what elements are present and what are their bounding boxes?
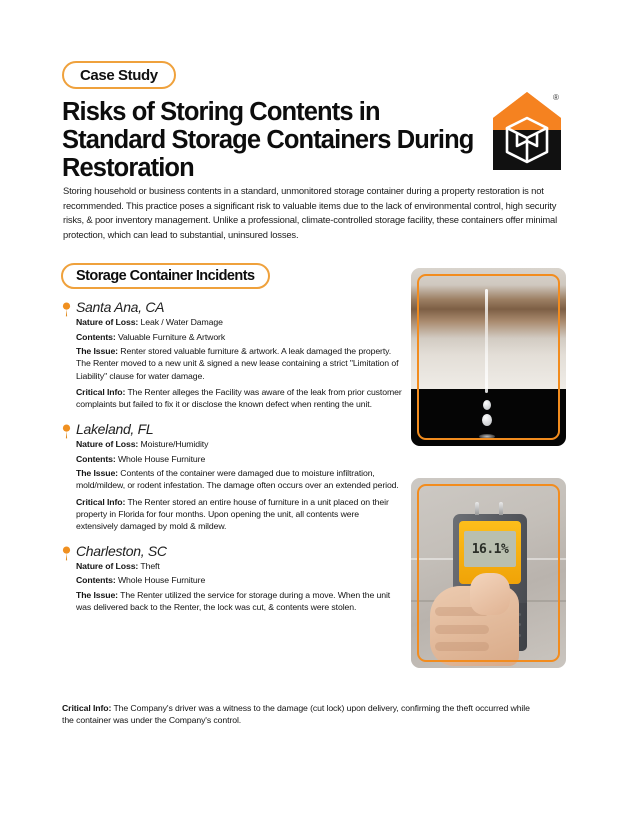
finger [435,642,489,651]
value-critical-info: The Company's driver was a witness to the damage (cut lock) upon delivery, confirming the theft occurred while the container was under the Company's control. [62,703,530,726]
incident-city: Santa Ana, CA [76,299,165,315]
value-the-issue: Contents of the container were damaged due to moisture infiltration, mold/mildew, or rodent infestation. The damage often occurs over an extended period. [76,467,399,491]
location-pin-icon [62,302,71,317]
incident-contents [76,331,402,343]
incident-the-issue [76,589,402,614]
thumb [470,573,510,615]
intro-paragraph: Storing household or business contents in a standard, unmonitored storage container during a property restoration is not recommended. This practice poses a significant risk to valuable items due to the lack of environmental control, high security risks, & poor inventory management. Unlike a professional, climate-controlled storage facility, these containers offer minimal protection, which can lead to substantial, uninsured losses. [63,185,558,240]
incident-item [62,300,402,411]
label-contents: Contents: [76,453,116,464]
photo-ceiling-water-leak [411,268,566,446]
label-contents: Contents: [76,575,116,586]
incident-the-issue [76,467,402,492]
section-header-storage-container-incidents [61,263,270,289]
meter-reading-value: 16.1% [471,541,509,557]
water-stream [485,289,488,392]
incident-nature-of-loss [76,316,402,328]
incident-header [62,544,402,559]
location-pin-icon [62,424,71,439]
value-critical-info: The Renter stored an entire house of furniture in a unit placed on their property in Florida for four months. Upon opening the unit, all contents were extensively damaged by mold & mildew. [76,496,389,532]
incident-critical-info [76,386,402,411]
value-the-issue: The Renter utilized the service for storage during a move. When the unit was delivered back to the Renter, the lock was cut, & contents were stolen. [76,589,391,613]
location-pin-icon [62,546,71,561]
incident-city: Lakeland, FL [76,420,154,437]
incident-details [76,316,402,410]
ceiling-surface [411,268,566,389]
incident-details [76,438,402,532]
incident-critical-info-wide [62,702,540,727]
incident-header [62,422,402,437]
incidents-list [62,300,402,624]
incident-item [62,544,402,614]
label-nature-of-loss: Nature of Loss: [76,317,139,328]
value-contents: Valuable Furniture & Artwork [115,331,226,342]
photo-moisture-meter [411,478,566,668]
case-study-badge [62,61,176,89]
label-critical-info: Critical Info: [76,496,126,507]
incident-nature-of-loss [76,560,402,572]
value-contents: Whole House Furniture [115,453,206,464]
label-critical-info: Critical Info: [76,387,126,398]
label-contents: Contents: [76,331,116,342]
value-nature-of-loss: Leak / Water Damage [138,317,223,328]
label-the-issue: The Issue: [76,467,118,478]
incident-critical-info [76,496,402,533]
finger [435,625,489,634]
home-box-logo-icon [487,90,567,172]
meter-lcd-display [464,531,516,567]
meter-probe-icon [499,502,503,515]
value-nature-of-loss: Moisture/Humidity [138,439,209,450]
value-critical-info: The Renter alleges the Facility was aware of the leak from prior customer complaints but failed to fix it or disclose the known defect when renting the unit. [76,387,402,410]
value-the-issue: Renter stored valuable furniture & artwork. A leak damaged the property. The Renter moved to a new unit & signed a new lease containing a strict "Limitation of Liability" clause for water damage. [76,346,399,381]
label-nature-of-loss: Nature of Loss: [76,560,139,571]
label-nature-of-loss: Nature of Loss: [76,439,139,450]
incident-city: Charleston, SC [76,542,167,559]
meter-probe-icon [475,502,479,515]
incident-contents [76,574,402,586]
incident-nature-of-loss [76,438,402,450]
case-study-badge-label: Case Study [80,66,158,84]
incident-item [62,422,402,533]
company-logo [487,90,577,172]
page-title: Risks of Storing Contents in Standard Storage Containers During Restoration [62,98,474,183]
water-droplet [482,414,492,426]
label-the-issue: The Issue: [76,346,118,357]
incident-contents [76,453,402,465]
value-contents: Whole House Furniture [115,575,206,586]
label-the-issue: The Issue: [76,589,118,600]
water-droplet [483,400,491,410]
section-header-label: Storage Container Incidents [76,268,255,284]
water-splash [479,434,495,439]
incident-the-issue [76,345,402,382]
registered-trademark-icon: ® [553,93,559,102]
value-nature-of-loss: Theft [138,560,160,571]
label-critical-info: Critical Info: [62,703,112,713]
incident-header [62,300,402,315]
incident-details [76,560,402,613]
